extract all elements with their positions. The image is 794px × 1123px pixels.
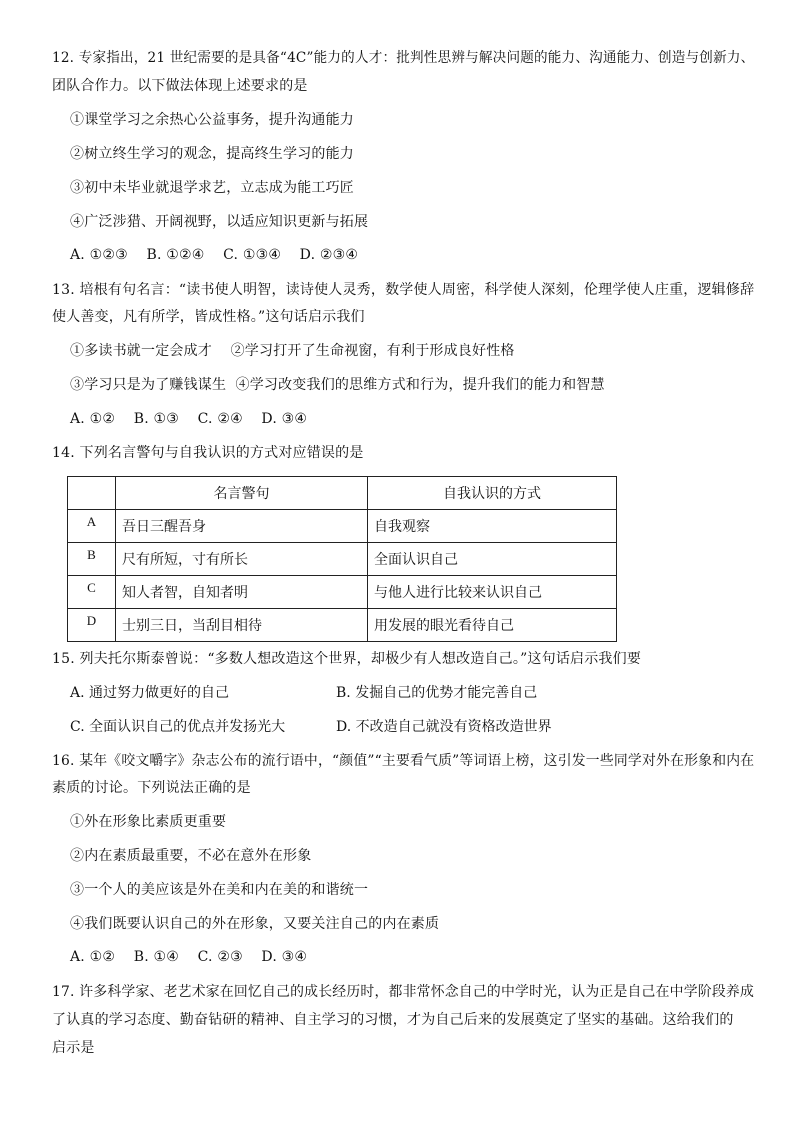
q12-item-2: ②树立终生学习的观念，提高终生学习的能力 [70, 146, 354, 162]
q12-stem-line1: 12. 专家指出，21 世纪需要的是具备“4C”能力的人才：批判性思辨与解决问题的能力、沟通能力、创造与创新力、 [52, 50, 755, 66]
table-cell-quote: 尺有所短，寸有所长 [116, 543, 368, 576]
q15-stem-line1: 15. 列夫托尔斯泰曾说：“多数人想改造这个世界，却极少有人想改造自己。”这句话启示我们要 [52, 651, 642, 667]
q13-stem-line2: 使人善变，凡有所学，皆成性格。”这句话启示我们 [52, 309, 365, 325]
table-cell-quote: 士别三日，当刮目相待 [116, 609, 368, 642]
q12-item-4: ④广泛涉猎、开阔视野，以适应知识更新与拓展 [70, 214, 369, 230]
q15-choice-d: D. 不改造自己就没有资格改造世界 [336, 719, 552, 735]
table-cell-method: 全面认识自己 [368, 543, 617, 576]
q12-item-1: ①课堂学习之余热心公益事务，提升沟通能力 [70, 112, 354, 128]
q17-stem-line1: 17. 许多科学家、老艺术家在回忆自己的成长经历时，都非常怀念自己的中学时光，认为正是自己在中学阶段养成 [52, 984, 755, 1000]
q16-item-2: ②内在素质最重要，不必在意外在形象 [70, 848, 312, 864]
q12-item-3: ③初中未毕业就退学求艺，立志成为能工巧匠 [70, 180, 354, 196]
q17-stem-line2: 了认真的学习态度、勤奋钻研的精神、自主学习的习惯，才为自己后来的发展奠定了坚实的基础。这给我们的 [52, 1012, 734, 1028]
table-cell-quote: 知人者智，自知者明 [116, 576, 368, 609]
q16-stem-line2: 素质的讨论。下列说法正确的是 [52, 780, 251, 796]
table-cell-option: D [68, 609, 116, 642]
q15-choice-row2 [70, 717, 552, 737]
q16-item-1: ①外在形象比素质更重要 [70, 814, 227, 830]
q13-stem-line1: 13. 培根有句名言：“读书使人明智，读诗使人灵秀，数学使人周密，科学使人深刻，伦理学使人庄重，逻辑修辞 [52, 282, 755, 298]
q14-table [67, 476, 617, 642]
q17-stem-line3: 启示是 [52, 1040, 95, 1056]
table-cell-option: B [68, 543, 116, 576]
q12-choices: A. ①②③ B. ①②④ C. ①③④ D. ②③④ [70, 247, 359, 263]
q13-item-2: ③学习只是为了赚钱谋生 ④学习改变我们的思维方式和行为，提升我们的能力和智慧 [70, 377, 605, 393]
table-cell-method: 自我观察 [368, 510, 617, 543]
q13-item-1: ①多读书就一定会成才 ②学习打开了生命视窗，有利于形成良好性格 [70, 343, 515, 359]
q14-stem-line1: 14. 下列名言警句与自我认识的方式对应错误的是 [52, 445, 364, 461]
table-cell-method: 与他人进行比较来认识自己 [368, 576, 617, 609]
table-row [68, 510, 617, 543]
q16-choices: A. ①② B. ①④ C. ②③ D. ③④ [70, 949, 308, 965]
q16-item-4: ④我们既要认识自己的外在形象，又要关注自己的内在素质 [70, 916, 440, 932]
q15-choice-row1 [70, 683, 537, 703]
table-header-blank [68, 477, 116, 510]
table-cell-option: C [68, 576, 116, 609]
q15-choice-b: B. 发掘自己的优势才能完善自己 [336, 685, 538, 701]
table-header-row [68, 477, 617, 510]
q12-stem-line2: 团队合作力。以下做法体现上述要求的是 [52, 78, 308, 94]
table-cell-quote: 吾日三醒吾身 [116, 510, 368, 543]
table-cell-method: 用发展的眼光看待自己 [368, 609, 617, 642]
q15-choice-c: C. 全面认识自己的优点并发扬光大 [70, 719, 286, 735]
q16-item-3: ③一个人的美应该是外在美和内在美的和谐统一 [70, 882, 369, 898]
table-row [68, 609, 617, 642]
q13-choices: A. ①② B. ①③ C. ②④ D. ③④ [70, 411, 308, 427]
q16-stem-line1: 16. 某年《咬文嚼字》杂志公布的流行语中，“颜值”“主要看气质”等词语上榜，这引发一些同学对外在形象和内在 [52, 753, 755, 769]
q15-choice-a: A. 通过努力做更好的自己 [70, 685, 230, 701]
table-header-quote: 名言警句 [116, 477, 368, 510]
table-row [68, 543, 617, 576]
table-row [68, 576, 617, 609]
table-cell-option: A [68, 510, 116, 543]
table-header-method: 自我认识的方式 [368, 477, 617, 510]
